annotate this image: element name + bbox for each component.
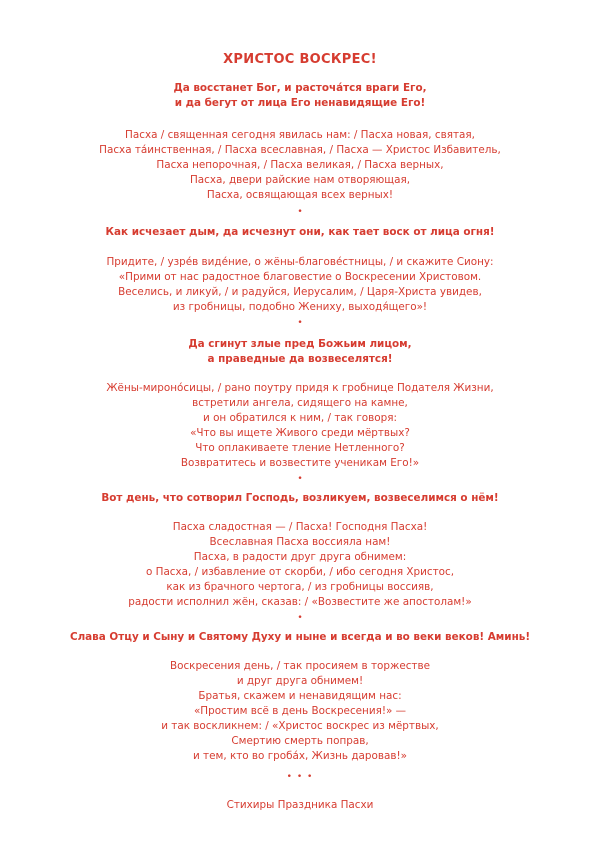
footer-caption: Стихиры Праздника Пасхи <box>226 799 374 811</box>
refrain-line: Вот день, что сотворил Господь, возликуем, возвеселимся о нём! <box>101 492 499 504</box>
stanza-4 <box>0 520 600 610</box>
stanza-line: Смертию смерть поправ, <box>231 735 369 747</box>
stanza-line: Воскресения день, / так просияем в торжестве <box>169 660 431 672</box>
stanza-line: и друг друга обнимем! <box>236 675 364 687</box>
stanza-line: «Что вы ищете Живого среди мёртвых? <box>190 427 410 439</box>
stanza-line: «Прими от нас радостное благовестие о Воскресении Христовом. <box>118 271 482 283</box>
stanza-line: Возвратитесь и возвестите ученикам Его!» <box>180 457 420 469</box>
stanza-line: Пасха непорочная, / Пасха великая, / Пасха верных, <box>156 159 444 171</box>
separator-bullet: • <box>297 474 303 484</box>
end-separator: • • • <box>286 772 314 782</box>
stanza-line: Пасха / священная сегодня явилась нам: / Пасха новая, святая, <box>125 129 475 141</box>
stanza-line: радости исполнил жён, сказав: / «Возвестите же апостолам!» <box>128 596 472 608</box>
stanza-line: Жёны-мироно́сицы, / рано поутру придя к гробнице Подателя Жизни, <box>106 382 494 394</box>
stanza-2 <box>0 255 600 315</box>
stanza-line: из гробницы, подобно Жениху, выходя́щего»! <box>172 301 428 313</box>
refrain-line: Да восстанет Бог, и расточа́тся враги Его, <box>173 82 427 94</box>
refrain-line: Как исчезает дым, да исчезнут они, как тает воск от лица огня! <box>105 226 495 238</box>
refrain-line: Да сгинут злые пред Божьим лицом, <box>188 338 412 350</box>
stanza-line: Веселись, и ликуй, / и радуйся, Иерусалим, / Царя-Христа увидев, <box>118 286 482 298</box>
stanza-line: Всеславная Пасха воссияла нам! <box>209 536 391 548</box>
stanza-line: Пасха, двери райские нам отворяющая, <box>189 174 410 186</box>
stanza-line: и так воскликнем: / «Христос воскрес из мёртвых, <box>161 720 439 732</box>
stanza-line: и тем, кто во гроба́х, Жизнь даровав!» <box>193 750 407 762</box>
stanza-3 <box>0 381 600 471</box>
stanza-line: «Простим всё в день Воскресения!» — <box>193 705 407 717</box>
separator-bullet: • <box>297 613 303 623</box>
stanza-line: встретили ангела, сидящего на камне, <box>192 397 408 409</box>
stanza-line: Придите, / узре́в виде́ние, о жёны-благове́стницы, / и скажите Сиону: <box>106 256 494 268</box>
refrain-3 <box>0 337 600 367</box>
refrain-5 <box>0 630 600 645</box>
stanza-line: Что оплакиваете тление Нетленного? <box>195 442 405 454</box>
separator-bullet: • <box>297 207 303 217</box>
stanza-line: Пасха сладостная — / Пасха! Господня Пасха! <box>172 521 428 533</box>
stanza-line: и он обратился к ним, / так говоря: <box>203 412 397 424</box>
refrain-4 <box>0 491 600 506</box>
refrain-2 <box>0 225 600 240</box>
stanza-line: Пасха, освящающая всех верных! <box>206 189 394 201</box>
stanza-line: о Пасха, / избавление от скорби, / ибо сегодня Христос, <box>145 566 455 578</box>
stanza-5 <box>0 659 600 764</box>
stanza-line: Братья, скажем и ненавидящим нас: <box>198 690 402 702</box>
refrain-1 <box>0 81 600 111</box>
stanza-1 <box>0 128 600 203</box>
stanza-line: Пасха та́инственная, / Пасха всеславная, / Пасха — Христос Избавитель, <box>99 144 501 156</box>
stanza-line: как из брачного чертога, / из гробницы воссияв, <box>166 581 434 593</box>
separator-bullet: • <box>297 318 303 328</box>
refrain-line: Слава Отцу и Сыну и Святому Духу и ныне и всегда и во веки веков! Аминь! <box>69 631 531 643</box>
stanza-line: Пасха, в радости друг друга обнимем: <box>193 551 407 563</box>
page-title: ХРИСТОС ВОСКРЕС! <box>223 52 377 67</box>
refrain-line: и да бегут от лица Его ненавидящие Его! <box>174 97 426 109</box>
refrain-line: а праведные да возвеселятся! <box>207 353 393 365</box>
